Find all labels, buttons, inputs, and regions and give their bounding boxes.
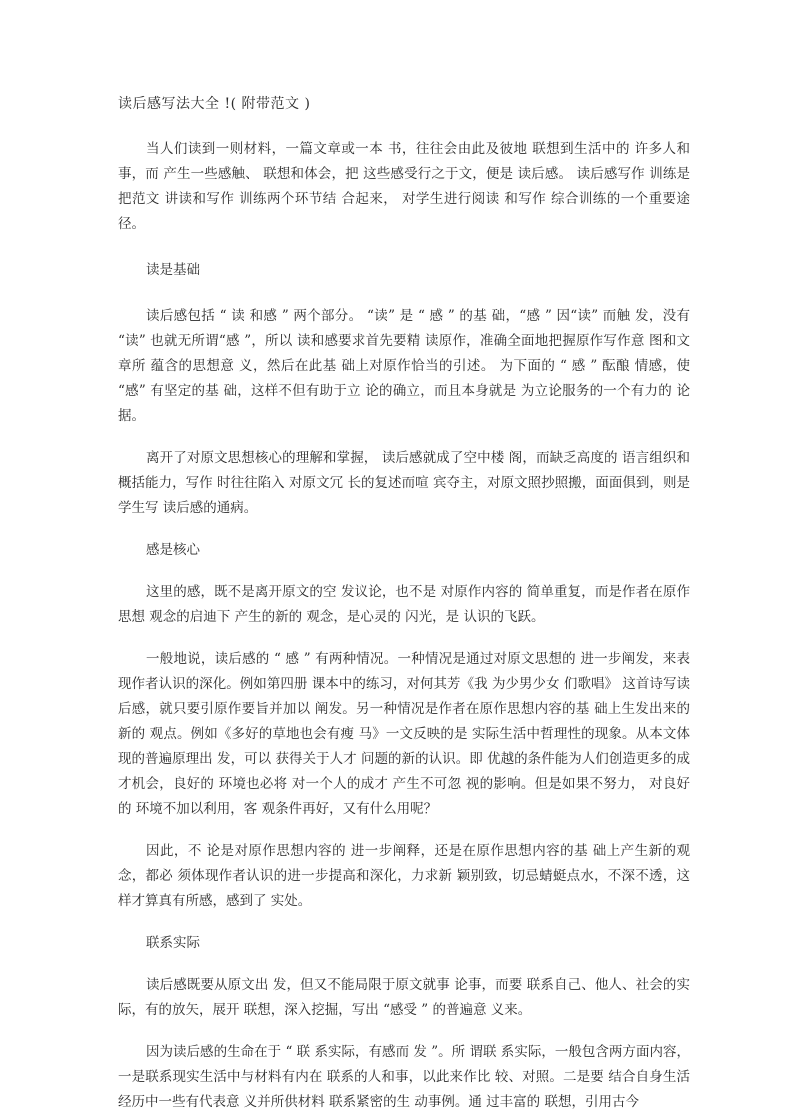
paragraph: 读后感既要从原文出 发，但又不能局限于原文就事 论事，而要 联系自己、他人、社会的实际，有的放矢，展开 联想，深入挖掘，写出 “感受 ” 的普遍意 义来。 [118,977,690,1018]
spacer [118,237,690,258]
spacer [118,630,690,647]
paragraph: 因为读后感的生命在于 “ 联 系实际，有感而 发 ”。所 谓联 系实际，一般包含两方面内容，一是联系现实生活中与材料有内在 联系的人和事，以此来作比 较、对照。二是要 结合自身生活经历中一些有代表意 义并所供材料 联系紧密的生 动事例。通 过丰富的 联想，引用古今 [118,1044,690,1110]
section-heading-reading: 读是基础 [146,262,200,278]
spacer [118,822,690,839]
document-title: 读后感写法大全 !( 附带范文 ) [118,96,311,112]
paragraph: 离开了对原文思想核心的理解和掌握， 读后感就成了空中楼 阁，而缺乏高度的 语言组织和概括能力，写作 时往往陷入 对原文冗 长的复述而喧 宾夺主，对原文照抄照搬，面面俱到，则是学生写 读后感的通病。 [118,450,690,516]
paragraph: 这里的感，既不是离开原文的空 发议论，也不是 对原作内容的 简单重复，而是作者在原作思想 观念的启迪下 产生的新的 观念，是心灵的 闪光，是 认识的飞跃。 [118,584,690,625]
intro-paragraph: 当人们读到一则材料，一篇文章或一本 书，往往会由此及彼地 联想到生活中的 许多人和事，而 产生一些感触、 联想和体会，把 这些感受行之于文，便是 读后感。 读后感写作 训练是把范文 讲读和写作 训练两个环节结 合起来， 对学生进行阅读 和写作 综合训练的一个重要途径。 [118,141,690,232]
paragraph: 读后感包括 “ 读 和感 ” 两个部分。 “读” 是 “ 感 ” 的基 础，“感 ” 因“读” 而触 发，没有 “读” 也就无所谓“感 ”，所以 读和感要求首先要精 读原作，准确全面地把握原作写作意 图和文章所 蕴含的思想意 义，然后在此基 础上对原作恰当的引述。 为下面的 “ 感 ” 酝酿 情感，使 “感” 有坚定的基 础，这样不但有助于立 论的确立，而且本身就是 为立论服务的一个有力的 论据。 [118,308,690,424]
spacer [118,283,690,304]
section-heading-practice: 联系实际 [146,935,200,951]
spacer [118,563,690,580]
spacer [118,1023,690,1040]
spacer [118,914,690,931]
section-heading-feeling: 感是核心 [146,542,200,558]
spacer [118,521,690,538]
paragraph: 因此，不 论是对原作思想内容的 进一步阐释，还是在原作思想内容的基 础上产生新的观念，都必 须体现作者认识的进一步提高和深化，力求新 颖别致，切忌蜻蜓点水，不深不透，这样才算真有所感，感到了 实处。 [118,843,690,909]
paragraph: 一般地说，读后感的 “ 感 ” 有两种情况。一种情况是通过对原文思想的 进一步阐发，来表现作者认识的深化。例如第四册 课本中的练习，对何其芳《我 为少男少女 们歌唱》 这首诗写读后感，就只要引原作要旨并加以 阐发。另一种情况是作者在原作思想内容的基 础上生发出来的新的 观点。例如《多好的草地也会有瘦 马》一文反映的是 实际生活中哲理性的现象。从本文体现的普遍原理出 发，可以 获得关于人才 问题的新的认识。即 优越的条件能为人们创造更多的成才机会，良好的 环境也必将 对一个人的成才 产生不可忽 视的影响。但是如果不努力， 对良好的 环境不加以利用，客 观条件再好，又有什么用呢？ [118,651,690,817]
spacer [118,429,690,446]
spacer [118,956,690,973]
